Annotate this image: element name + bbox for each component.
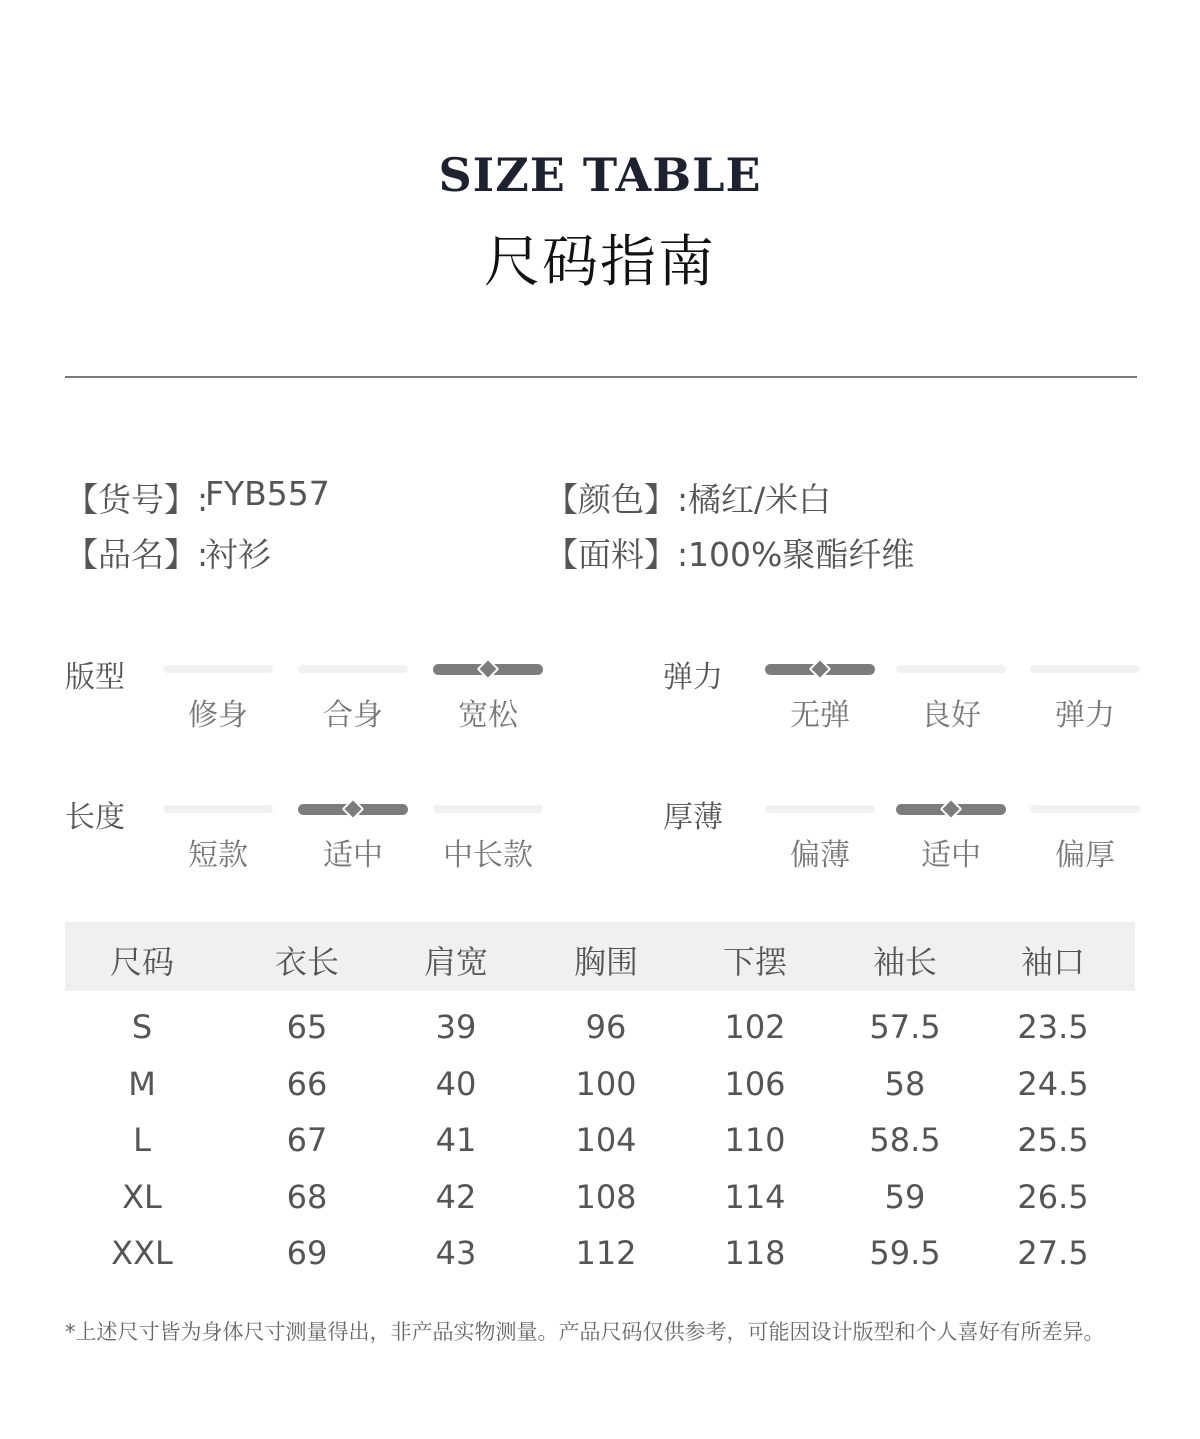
attribute-label: 厚薄 [663, 800, 723, 835]
scale-option-label: 合身 [323, 698, 383, 733]
item-no-label: 【货号】: [65, 480, 209, 519]
table-cell: 40 [435, 1064, 477, 1103]
table-cell: 25.5 [1017, 1121, 1089, 1159]
scale-segment [1030, 805, 1140, 813]
attribute-label: 版型 [65, 660, 125, 695]
table-header-cell: 袖口 [1020, 943, 1085, 981]
attribute-label: 长度 [65, 800, 125, 835]
scale-option-label: 适中 [921, 838, 981, 873]
table-cell: M [128, 1064, 156, 1103]
table-cell: XXL [111, 1234, 173, 1272]
table-cell: 102 [724, 1008, 786, 1046]
scale-option-label: 偏薄 [790, 838, 850, 873]
title-chinese: 尺码指南 [484, 230, 716, 295]
table-cell: 104 [575, 1121, 637, 1159]
name-value: 衬衫 [205, 535, 271, 574]
scale-segment [163, 665, 273, 673]
fabric-label: 【面料】: [545, 535, 689, 574]
scale-option-label: 偏厚 [1055, 838, 1115, 873]
scale-segment [896, 665, 1006, 673]
table-cell: 59 [884, 1177, 926, 1216]
table-header-cell: 衣长 [274, 943, 339, 981]
scale-option-label: 无弹 [790, 698, 850, 733]
table-header-cell: 尺码 [109, 943, 174, 981]
table-cell: 58 [884, 1064, 926, 1103]
table-cell: 58.5 [869, 1121, 941, 1159]
table-cell: 57.5 [869, 1008, 941, 1046]
diamond-marker-icon [940, 798, 963, 821]
table-cell: 100 [575, 1064, 637, 1103]
table-header-cell: 肩宽 [423, 943, 488, 981]
scale-option-label: 适中 [323, 838, 383, 873]
diamond-marker-icon [477, 658, 500, 681]
scale-segment-selected [298, 804, 408, 815]
table-cell: 26.5 [1017, 1177, 1089, 1216]
scale-segment-selected [765, 664, 875, 675]
scale-option-label: 修身 [188, 698, 248, 733]
table-cell: 96 [585, 1008, 627, 1046]
table-cell: 41 [435, 1121, 477, 1159]
scale-segment [433, 805, 543, 813]
table-cell: XL [122, 1177, 162, 1216]
footnote: *上述尺寸皆为身体尺寸测量得出，非产品实物测量。产品尺码仅供参考，可能因设计版型和个人喜好有所差异。 [65, 1320, 1105, 1344]
scale-option-label: 短款 [188, 838, 248, 873]
scale-segment [1030, 665, 1140, 673]
diamond-marker-icon [809, 658, 832, 681]
fabric-value: 100%聚酯纤维 [688, 535, 915, 574]
scale-segment-selected [433, 664, 543, 675]
color-label: 【颜色】: [545, 480, 689, 519]
table-cell: 23.5 [1017, 1008, 1089, 1046]
scale-option-label: 宽松 [458, 698, 518, 733]
table-cell: L [133, 1121, 151, 1159]
table-cell: S [131, 1008, 153, 1046]
title-english: SIZE TABLE [438, 148, 762, 202]
table-cell: 68 [286, 1177, 328, 1216]
scale-option-label: 弹力 [1055, 698, 1115, 733]
divider [65, 376, 1137, 378]
table-cell: 108 [575, 1177, 637, 1216]
diamond-marker-icon [342, 798, 365, 821]
scale-segment [765, 805, 875, 813]
table-cell: 110 [724, 1121, 786, 1159]
scale-segment [298, 665, 408, 673]
table-cell: 66 [286, 1064, 328, 1103]
table-cell: 114 [724, 1177, 786, 1216]
table-cell: 67 [286, 1121, 328, 1159]
table-cell: 59.5 [869, 1234, 941, 1272]
table-cell: 112 [575, 1234, 637, 1272]
table-cell: 27.5 [1017, 1234, 1089, 1272]
table-cell: 69 [286, 1234, 328, 1272]
scale-segment [163, 805, 273, 813]
table-header-cell: 胸围 [573, 943, 638, 981]
table-cell: 65 [286, 1008, 328, 1046]
name-label: 【品名】: [65, 535, 209, 574]
attribute-label: 弹力 [663, 660, 723, 695]
table-cell: 24.5 [1017, 1064, 1089, 1103]
table-header-cell: 袖长 [872, 943, 937, 981]
table-cell: 118 [724, 1234, 786, 1272]
item-no-value: FYB557 [205, 474, 330, 513]
color-value: 橘红/米白 [688, 480, 832, 519]
table-header-cell: 下摆 [722, 943, 787, 981]
table-cell: 42 [435, 1177, 477, 1216]
scale-option-label: 良好 [921, 698, 981, 733]
table-cell: 39 [435, 1008, 477, 1046]
scale-option-label: 中长款 [443, 838, 533, 873]
scale-segment-selected [896, 804, 1006, 815]
table-cell: 43 [435, 1234, 477, 1272]
table-cell: 106 [724, 1064, 786, 1103]
